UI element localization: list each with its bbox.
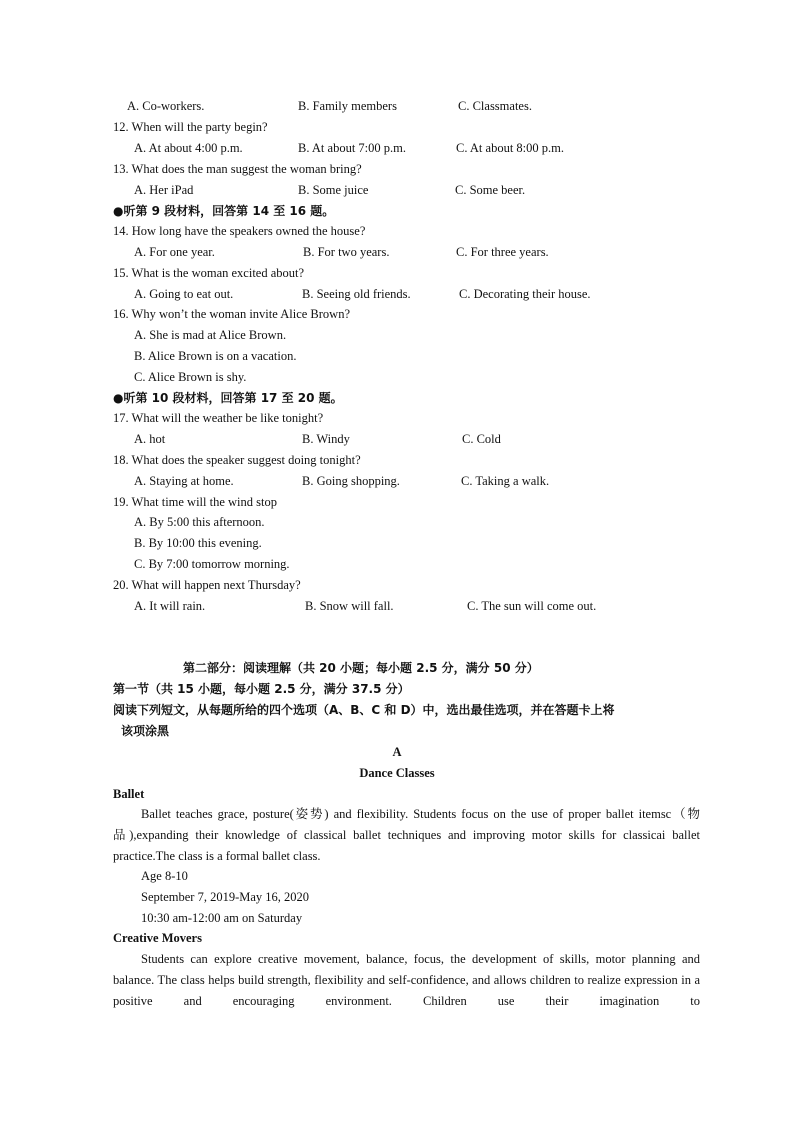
q16-stem: 16. Why won’t the woman invite Alice Brown? [113,307,350,321]
q14-option-a: A. For one year. [134,245,215,259]
q15-option-a: A. Going to eat out. [134,287,234,301]
q20-option-a: A. It will rain. [134,599,206,613]
q19-option-c: C. By 7:00 tomorrow morning. [134,557,290,571]
q12-option-a: A. At about 4:00 p.m. [134,141,243,155]
q19-option-b: B. By 10:00 this evening. [134,536,262,550]
creative-movers-heading: Creative Movers [113,931,202,945]
q13-option-c: C. Some beer. [455,183,526,197]
q16-option-a: A. She is mad at Alice Brown. [134,328,287,342]
passage-letter: A [392,745,402,759]
q11-option-a: A. Co-workers. [127,99,205,113]
q13-stem: 13. What does the man suggest the woman bring? [113,162,362,176]
ballet-body [113,804,700,867]
q12-option-c: C. At about 8:00 p.m. [456,141,564,155]
creative-movers-body [113,949,700,1012]
q16-option-b: B. Alice Brown is on a vacation. [134,349,297,363]
q13-option-b: B. Some juice [298,183,369,197]
reading-instruction-line2: 该项涂黑 [121,724,170,738]
q19-stem: 19. What time will the wind stop [113,495,277,509]
reading-instruction-line1: 阅读下列短文，从每题所给的四个选项（A、B、C 和 D）中，选出最佳选项，并在答题卡上将 [113,703,615,717]
q18-option-b: B. Going shopping. [302,474,400,488]
q14-option-c: C. For three years. [456,245,549,259]
creative-movers-body-text: Students can explore creative movement, balance, focus, the development of skills, motor planning and balance. The class helps build strength, flexibility and self-confidence, and allows children to realize expression in a positive and encouraging environment. Children use their imagination to [113,952,700,1008]
section-one-title: 第一节（共 15 小题，每小题 2.5 分，满分 37.5 分） [113,682,410,696]
ballet-dates: September 7, 2019-May 16, 2020 [141,890,310,904]
passage-title: Dance Classes [359,766,435,780]
part-two-title: 第二部分：阅读理解（共 20 小题；每小题 2.5 分，满分 50 分） [183,661,539,675]
section-10-heading: ●听第 10 段材料，回答第 17 至 20 题。 [113,391,343,405]
q15-option-c: C. Decorating their house. [459,287,591,301]
q17-stem: 17. What will the weather be like tonight? [113,411,324,425]
section-9-heading: ●听第 9 段材料，回答第 14 至 16 题。 [113,204,335,218]
q12-stem: 12. When will the party begin? [113,120,268,134]
q15-option-b: B. Seeing old friends. [302,287,411,301]
q19-option-a: A. By 5:00 this afternoon. [134,515,265,529]
q18-stem: 18. What does the speaker suggest doing tonight? [113,453,361,467]
ballet-heading: Ballet [113,787,145,801]
q13-option-a: A. Her iPad [134,183,194,197]
q11-option-c: C. Classmates. [458,99,532,113]
q20-option-c: C. The sun will come out. [467,599,597,613]
ballet-time: 10:30 am-12:00 am on Saturday [141,911,303,925]
ballet-age: Age 8-10 [141,869,188,883]
q12-option-b: B. At about 7:00 p.m. [298,141,406,155]
q15-stem: 15. What is the woman excited about? [113,266,305,280]
q14-option-b: B. For two years. [303,245,390,259]
q17-option-a: A. hot [134,432,166,446]
q16-option-c: C. Alice Brown is shy. [134,370,247,384]
q17-option-c: C. Cold [462,432,501,446]
q14-stem: 14. How long have the speakers owned the house? [113,224,366,238]
ballet-body-text: Ballet teaches grace, posture(姿势) and flexibility. Students focus on the use of proper ballet itemsc（物品),expanding their knowledge of classical ballet techniques and improving motor skills for classicai ballet practice.The class is a formal ballet class. [113,807,700,863]
q18-option-c: C. Taking a walk. [461,474,550,488]
q11-option-b: B. Family members [298,99,397,113]
q17-option-b: B. Windy [302,432,350,446]
q18-option-a: A. Staying at home. [134,474,234,488]
q20-option-b: B. Snow will fall. [305,599,394,613]
q20-stem: 20. What will happen next Thursday? [113,578,301,592]
